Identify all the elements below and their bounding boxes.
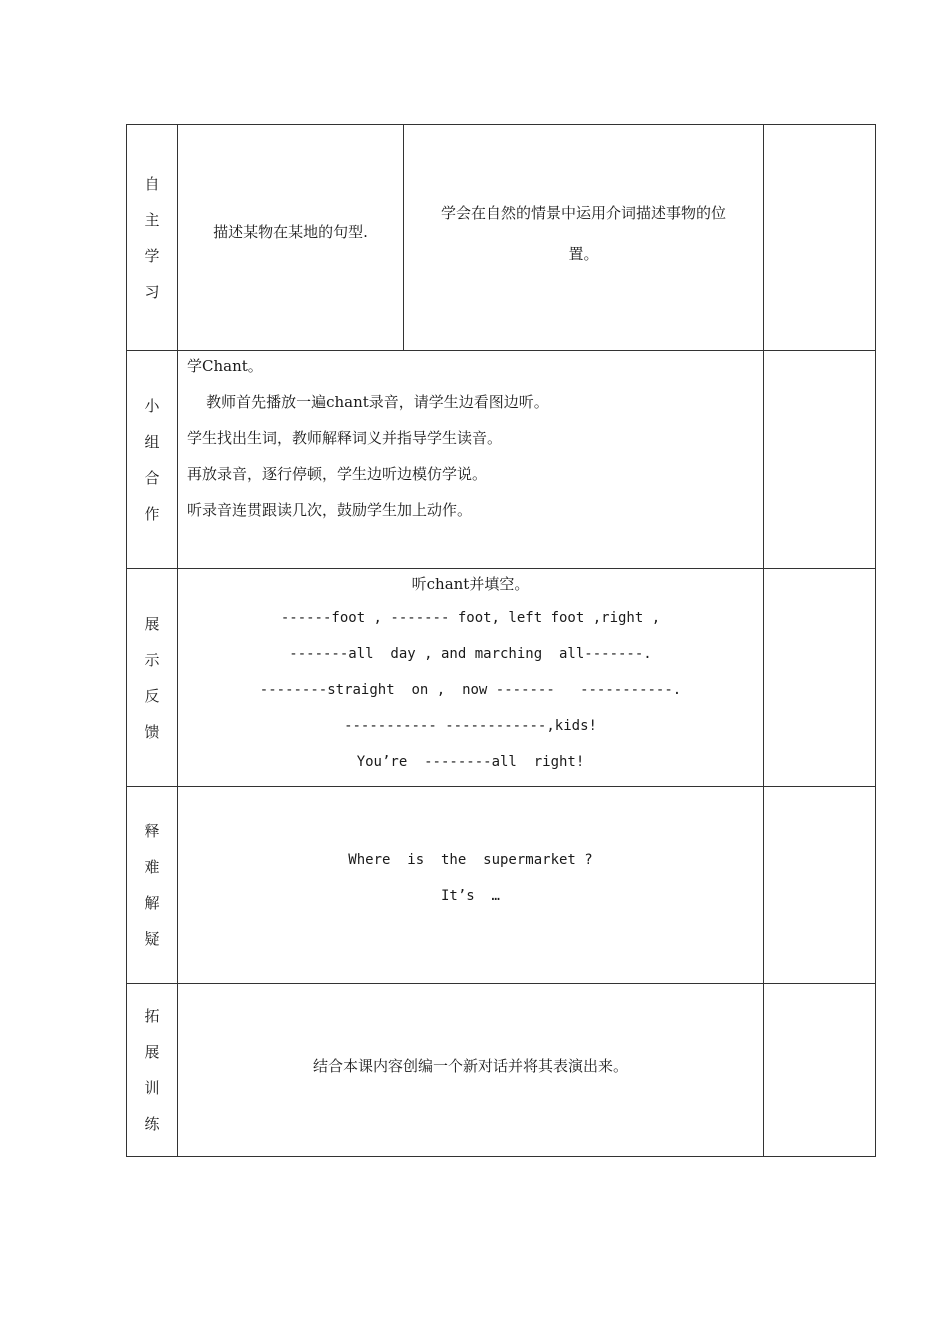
objective-text: 描述某物在某地的句型. <box>213 223 368 241</box>
row-label: 拓 展 训 练 <box>144 1007 160 1133</box>
row-clarification <box>127 787 875 984</box>
sentence-pattern: Where is the supermarket ? <box>348 852 593 868</box>
row-label: 自 主 学 习 <box>144 174 160 301</box>
step-line: 听录音连贯跟读几次，鼓励学生加上动作。 <box>187 501 473 519</box>
step-line: 学生找出生词，教师解释词义并指导学生读音。 <box>187 429 503 447</box>
fill-blank-line: -------all day , and marching all-------. <box>289 646 652 662</box>
sentence-pattern: It’s … <box>440 888 500 904</box>
row-self-study <box>127 125 875 351</box>
goal-line-2: 置。 <box>568 245 599 263</box>
fill-blank-line: You’re --------all right! <box>356 754 585 770</box>
fill-blank-line: --------straight on , now ------- -----------. <box>259 682 682 698</box>
lesson-plan-table <box>126 124 876 1157</box>
goal-line-1: 学会在自然的情景中运用介词描述事物的位 <box>440 204 726 222</box>
row-extension <box>127 984 875 1156</box>
row-group-work <box>127 351 875 569</box>
fill-blank-line: ------foot , ------- foot, left foot ,right , <box>280 610 661 626</box>
extension-task: 结合本课内容创编一个新对话并将其表演出来。 <box>312 1057 628 1075</box>
row-presentation <box>127 569 875 787</box>
exercise-title: 听chant并填空。 <box>411 575 530 593</box>
step-line: 学Chant。 <box>187 357 263 375</box>
step-line: 再放录音，逐行停顿，学生边听边模仿学说。 <box>187 465 488 483</box>
step-line: 教师首先播放一遍chant录音，请学生边看图边听。 <box>187 393 549 411</box>
row-label: 小 组 合 作 <box>144 396 160 523</box>
row-label: 展 示 反 馈 <box>144 614 160 741</box>
fill-blank-line: ----------- ------------,kids! <box>344 718 597 734</box>
row-label: 释 难 解 疑 <box>144 822 160 948</box>
